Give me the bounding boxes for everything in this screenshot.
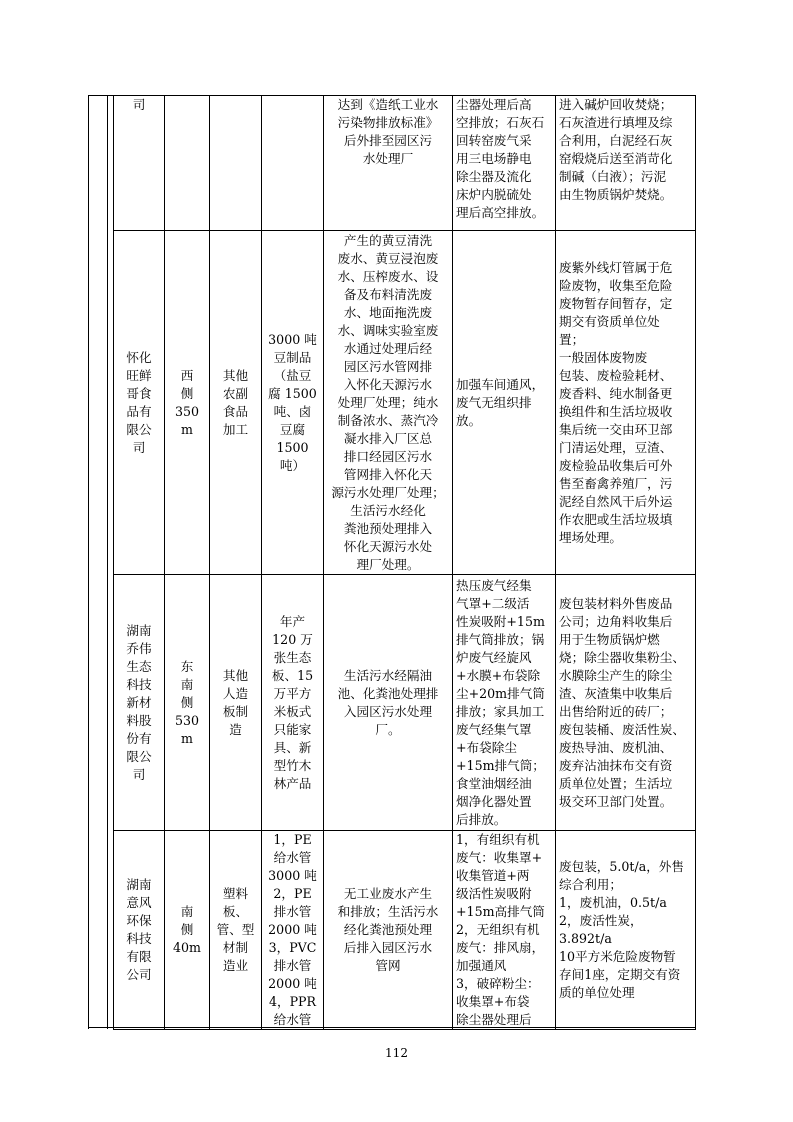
wastewater-cell: 产生的黄豆清洗 废水、黄豆浸泡废 水、压榨废水、设 备及布料清洗废 水、地面拖洗废 水、调味实验室废 水通过处理后经 园区污水管网排 入怀化天源污水 处理厂处理；纯水 制备浓水、蒸汽冷 凝水排入厂区总 排口经园区污水 管网排入怀化天 源污水处理厂处理； 生活污水经化 粪池预处理排入 怀化天源污水处 理厂处理。 (324, 231, 453, 575)
industry-cell (210, 96, 262, 231)
solid-waste-cell: 废紫外线灯管属于危 险废物，收集至危险 废物暂存间暂存，定 期交有资质单位处 置； 一般固体废物废 包装、废检验耗材、 废香料、纯水制备更 换组件和生活垃圾收 集后统一交由环卫部 门清运处理，豆渣、 废检验品收集后可外 售至畜禽养殖厂，污 泥经自然风干后外运 作农肥或生活垃圾填 埋场处理。 (556, 231, 696, 575)
left-inner-border (107, 95, 108, 1029)
scale-cell (262, 96, 324, 231)
table-row (114, 831, 696, 1030)
company-cell: 怀化 旺鲜 哥食 品有 限公 司 (114, 231, 165, 575)
left-outer-border (88, 95, 89, 1029)
waste-gas-cell: 1，有组织有机 废气：收集罩+ 收集管道+两 级活性炭吸附 +15m高排气筒 2，无组织有机 废气：排风扇， 加强通风 3，破碎粉尘： 收集罩+布袋 除尘器处理后 (453, 831, 556, 1030)
table-row (114, 231, 696, 575)
table-row (114, 96, 696, 231)
industry-cell: 其他 农副 食品 加工 (210, 231, 262, 575)
company-cell: 湖南 乔伟 生态 科技 新材 料股 份有 限公 司 (114, 575, 165, 831)
scale-cell: 年产 120 万 张生态 板、15 万平方 米板式 只能家 具、新 型竹木 林产品 (262, 575, 324, 831)
page-number: 112 (385, 1046, 408, 1060)
enterprise-table (113, 95, 696, 1030)
direction-cell: 西 侧 350 m (165, 231, 210, 575)
industry-cell: 其他 人造 板制 造 (210, 575, 262, 831)
industry-cell: 塑料 板、 管、型 材制 造业 (210, 831, 262, 1030)
wastewater-cell: 达到《造纸工业水 污染物排放标准》 后外排至园区污 水处理厂 (324, 96, 453, 231)
company-cell: 司 (114, 96, 165, 231)
waste-gas-cell: 热压废气经集 气罩+二级活 性炭吸附+15m 排气筒排放；锅 炉废气经旋风 +水膜+布袋除 尘+20m排气筒 排放；家具加工 废气经集气罩 +布袋除尘 +15m排气筒； 食堂油烟经油 烟净化器处置 后排放。 (453, 575, 556, 831)
solid-waste-cell: 废包装材料外售废品 公司；边角料收集后 用于生物质锅炉燃 烧；除尘器收集粉尘、 水膜除尘产生的除尘 渣、灰渣集中收集后 出售给附近的砖厂； 废包装桶、废活性炭、 废热导油、废机油、 废弃沾油抹布交有资 质单位处置；生活垃 圾交环卫部门处置。 (556, 575, 696, 831)
waste-gas-cell: 加强车间通风， 废气无组织排 放。 (453, 231, 556, 575)
scale-cell: 1，PE 给水管 3000 吨 2，PE 排水管 2000 吨 3，PVC 排水管 2000 吨 4，PPR 给水管 (262, 831, 324, 1030)
company-cell: 湖南 意风 环保 科技 有限 公司 (114, 831, 165, 1030)
scale-cell: 3000 吨 豆制品 （盐豆 腐 1500 吨、卤 豆腐 1500 吨） (262, 231, 324, 575)
direction-cell: 南 侧 40m (165, 831, 210, 1030)
table-row (114, 575, 696, 831)
direction-cell: 东 南 侧 530 m (165, 575, 210, 831)
direction-cell (165, 96, 210, 231)
waste-gas-cell: 尘器处理后高 空排放；石灰石 回转窑废气采 用三电场静电 除尘器及流化 床炉内脱硫处 理后高空排放。 (453, 96, 556, 231)
wastewater-cell: 无工业废水产生 和排放；生活污水 经化粪池预处理 后排入园区污水 管网 (324, 831, 453, 1030)
solid-waste-cell: 废包装，5.0t/a，外售 综合利用； 1，废机油，0.5t/a 2，废活性炭，3.892t/a 10平方米危险废物暂 存间1座，定期交有资 质的单位处理 (556, 831, 696, 1030)
wastewater-cell: 生活污水经隔油 池、化粪池处理排 入园区污水处理 厂。 (324, 575, 453, 831)
solid-waste-cell: 进入碱炉回收焚烧； 石灰渣进行填埋及综 合利用，白泥经石灰 窑煅烧后送至消苛化 制碱（白液）；污泥 由生物质锅炉焚烧。 (556, 96, 696, 231)
